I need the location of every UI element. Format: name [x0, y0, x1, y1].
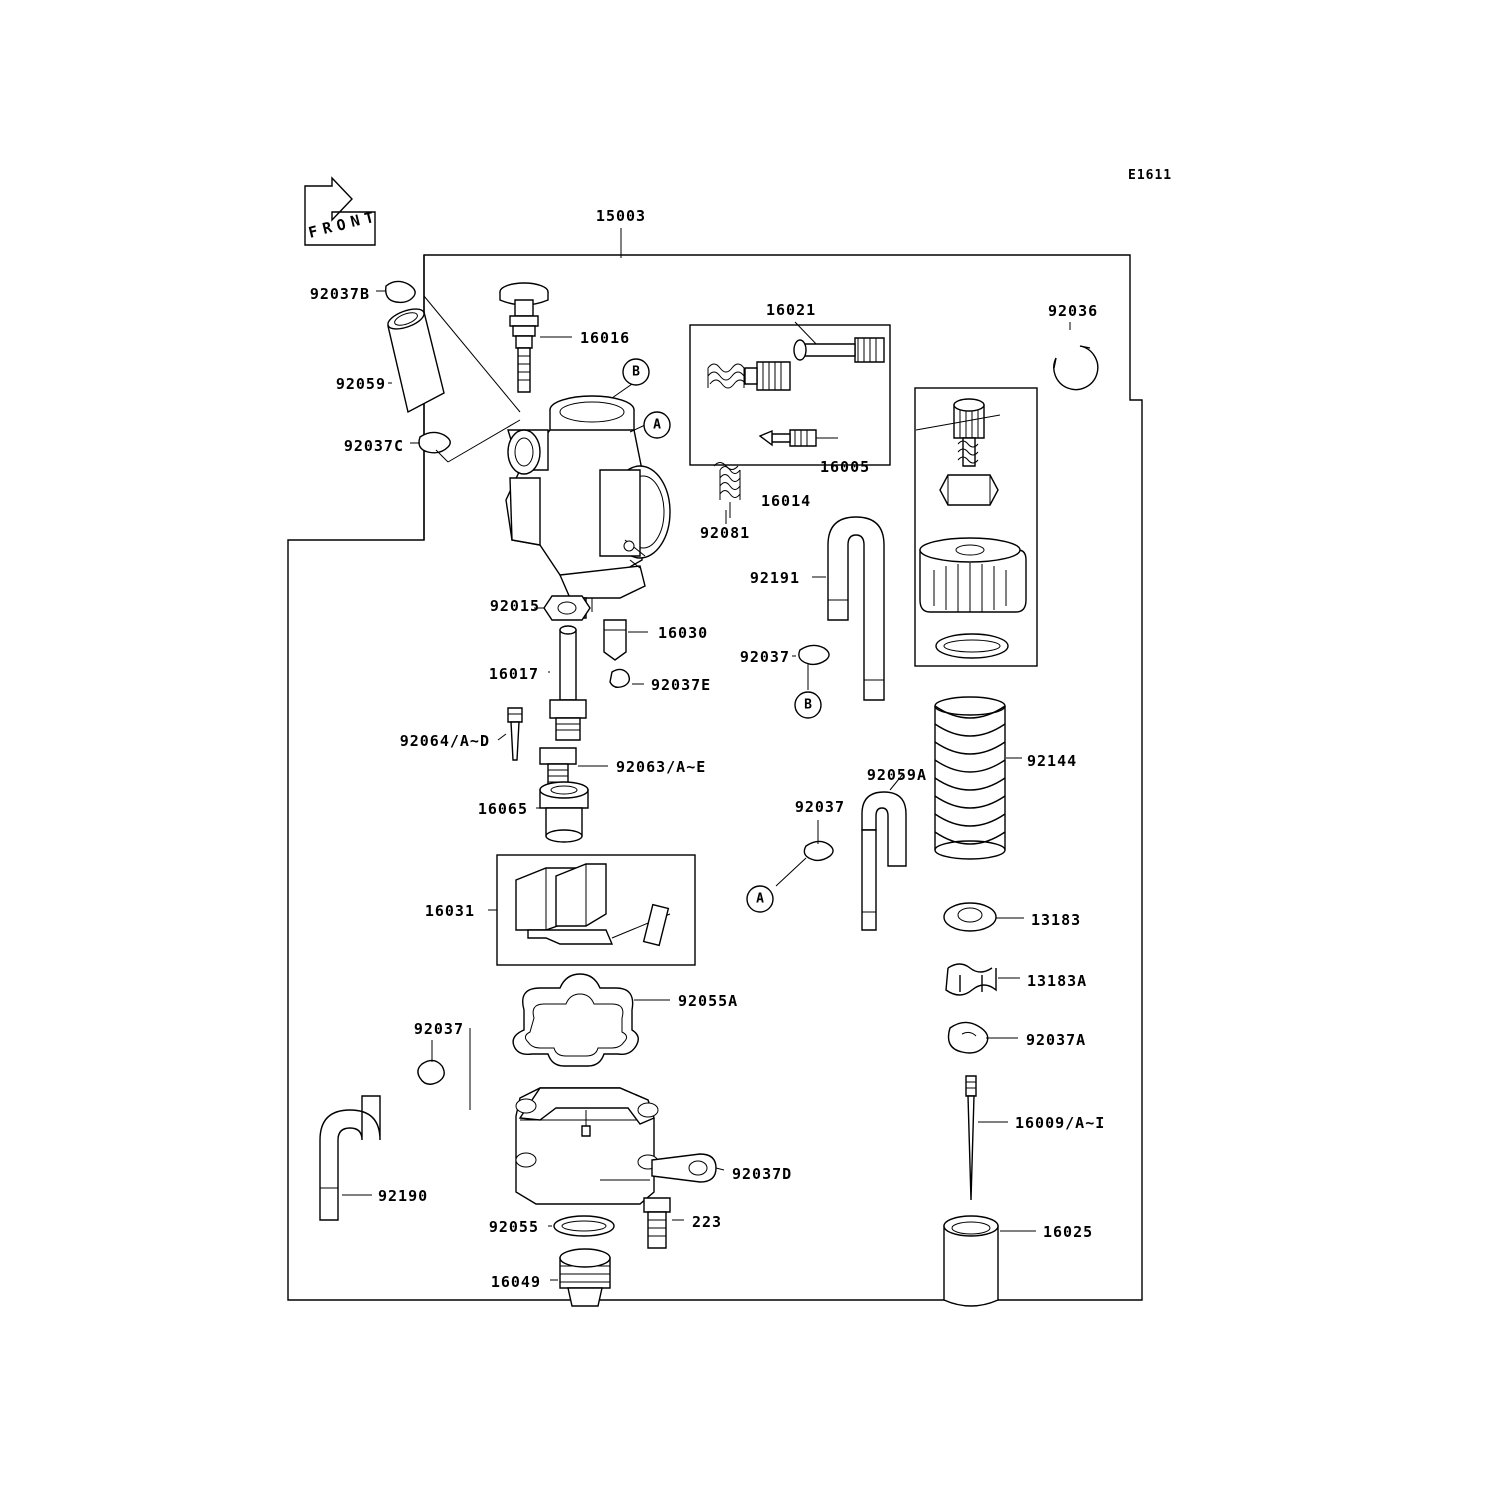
svg-text:B: B [804, 697, 812, 713]
label-92055A: 92055A [678, 992, 739, 1010]
svg-text:A: A [653, 417, 661, 433]
part-92059A [862, 774, 906, 930]
label-16065: 16065 [477, 800, 528, 818]
part-92055 [548, 1216, 614, 1236]
label-92055: 92055 [488, 1218, 539, 1236]
label-92037-2: 92037 [794, 798, 845, 816]
part-16025 [944, 1216, 1036, 1306]
label-16049: 16049 [490, 1273, 541, 1291]
label-15003: 15003 [595, 207, 647, 225]
page-code: E1611 [1128, 168, 1173, 183]
part-92144 [935, 697, 1022, 859]
part-16005 [916, 399, 1026, 658]
label-92037: 92037 [739, 648, 790, 666]
svg-text:T: T [362, 208, 376, 228]
part-92191 [812, 517, 884, 700]
part-16016 [500, 283, 572, 392]
label-13183: 13183 [1031, 911, 1082, 929]
part-92037D [652, 1154, 724, 1182]
part-16049 [550, 1249, 610, 1306]
part-92037A [949, 1022, 1019, 1053]
svg-text:F: F [306, 222, 320, 242]
part-16017 [548, 626, 586, 740]
part-92190 [320, 1096, 380, 1220]
label-92191: 92191 [749, 569, 800, 587]
svg-text:O: O [334, 215, 348, 235]
part-16030 [604, 620, 648, 660]
label-16021: 16021 [766, 301, 817, 319]
part-92081 [714, 463, 738, 525]
part-92036 [1054, 322, 1098, 390]
part-16014 [720, 467, 740, 519]
part-92037-lower [747, 820, 833, 912]
label-92059: 92059 [335, 375, 386, 393]
label-92190: 92190 [378, 1187, 429, 1205]
label-92037E: 92037E [651, 676, 712, 694]
part-92064 [498, 708, 522, 760]
part-92037-mid [792, 645, 829, 718]
label-223: 223 [692, 1213, 723, 1231]
label-92059A: 92059A [866, 766, 927, 784]
label-16031: 16031 [424, 902, 475, 920]
label-16030: 16030 [658, 624, 709, 642]
svg-text:A: A [756, 891, 764, 907]
part-16065 [536, 782, 588, 842]
part-92037E [610, 669, 644, 687]
part-92037C [410, 432, 450, 462]
part-92059 [385, 305, 444, 412]
svg-text:N: N [348, 211, 362, 231]
label-16005: 16005 [820, 458, 871, 476]
label-13183A: 13183A [1027, 972, 1088, 990]
label-92037-3: 92037 [413, 1020, 464, 1038]
label-92015: 92015 [489, 597, 540, 615]
part-13183 [944, 903, 1024, 931]
label-16014: 16014 [761, 492, 812, 510]
label-92037D: 92037D [732, 1165, 793, 1183]
svg-text:R: R [320, 218, 334, 238]
part-13183A [946, 964, 1020, 995]
label-92063: 92063/A~E [616, 758, 707, 776]
label-16025: 16025 [1043, 1223, 1094, 1241]
part-92015 [534, 596, 590, 620]
part-16021 [708, 322, 884, 446]
label-92081: 92081 [700, 524, 751, 542]
front-marker-art [305, 178, 376, 245]
svg-text:B: B [632, 364, 640, 380]
label-92064: 92064/A~D [399, 732, 490, 750]
part-float-bowl [516, 1088, 658, 1204]
label-16017: 16017 [488, 665, 539, 683]
label-16009: 16009/A~I [1015, 1114, 1106, 1132]
part-92037B [376, 281, 415, 302]
part-16009 [966, 1076, 1008, 1200]
label-92144: 92144 [1027, 752, 1078, 770]
part-16031 [488, 864, 670, 945]
label-92037B: 92037B [309, 285, 370, 303]
part-92037-left [418, 1028, 470, 1110]
label-92037C: 92037C [343, 437, 404, 455]
label-92037A: 92037A [1026, 1031, 1087, 1049]
part-92055A [513, 974, 670, 1066]
label-92036: 92036 [1048, 302, 1099, 320]
part-223 [644, 1198, 684, 1248]
label-16016: 16016 [580, 329, 631, 347]
